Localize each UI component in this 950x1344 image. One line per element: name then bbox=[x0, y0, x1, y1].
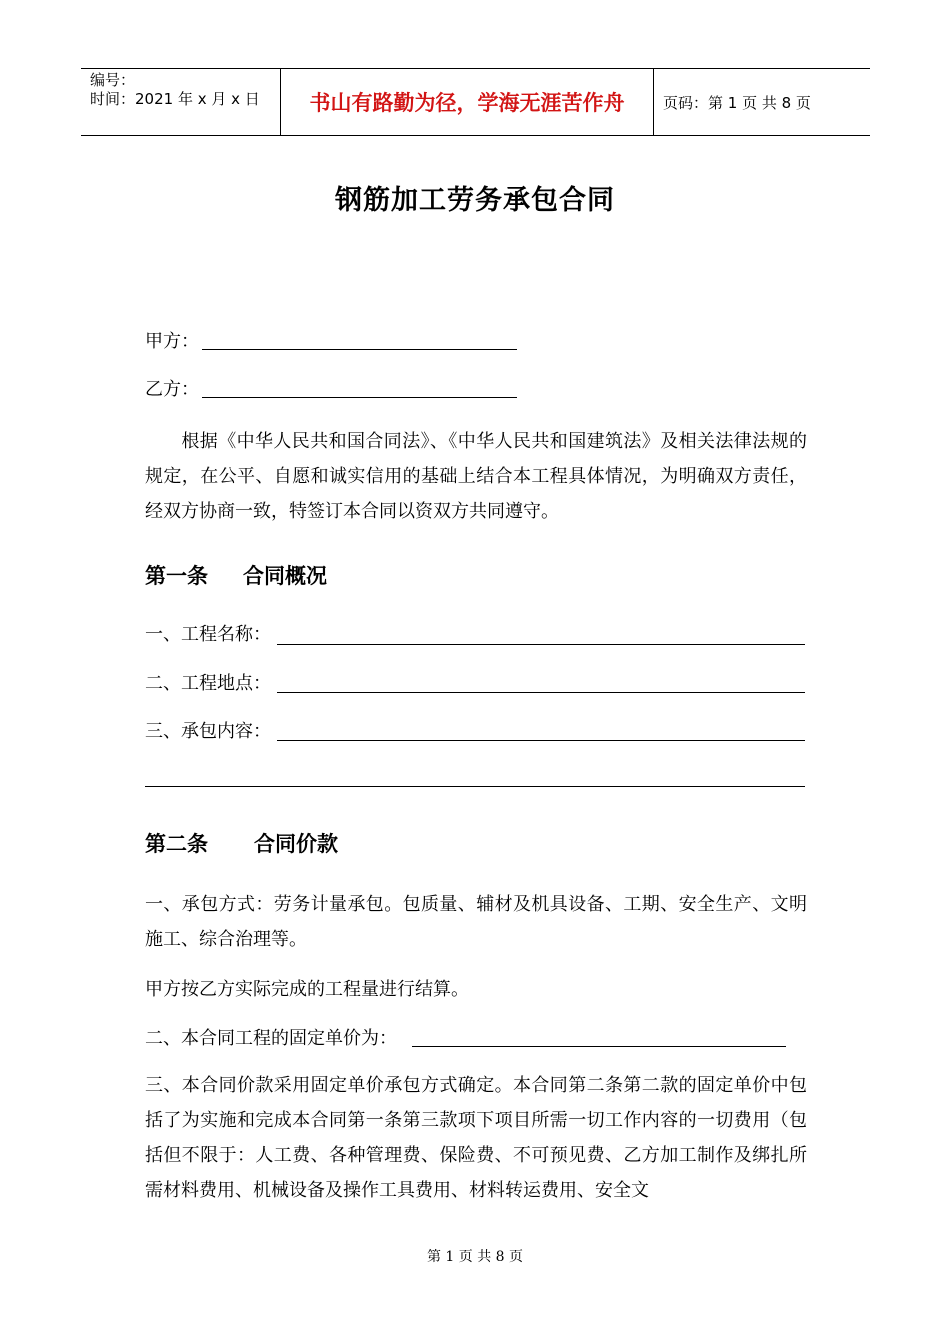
preamble-paragraph bbox=[145, 424, 807, 529]
article-2-heading bbox=[145, 828, 338, 858]
project-name-blank bbox=[277, 644, 805, 645]
article-2-number: 第二条 bbox=[145, 832, 208, 856]
contract-scope-blank-2 bbox=[145, 786, 805, 787]
article-1-number: 第一条 bbox=[145, 564, 208, 588]
document-title: 钢筋加工劳务承包合同 bbox=[335, 185, 615, 216]
page-footer: 第 1 页 共 8 页 bbox=[426, 1249, 524, 1265]
header-meta bbox=[81, 69, 281, 135]
fixed-unit-price-label: 二、本合同工程的固定单价为： bbox=[145, 1028, 397, 1049]
article-1-heading bbox=[145, 560, 327, 590]
contract-scope-label: 三、承包内容： bbox=[145, 721, 271, 742]
party-b-blank bbox=[202, 397, 517, 398]
article-2-item-1-note: 甲方按乙方实际完成的工程量进行结算。 bbox=[145, 979, 469, 1000]
header-table bbox=[81, 68, 870, 136]
article-2-item-3: 三、本合同价款采用固定单价承包方式确定。本合同第二条第二款的固定单价中包括了为实施和完成本合同第一条第三款项下项目所需一切工作内容的一切费用（包括但不限于：人工费、各种管理费、保险费、不可预见费、乙方加工制作及绑扎所需材料费用、机械设备及操作工具费用、材料转运费用、安全文 bbox=[145, 1075, 807, 1201]
party-a-label: 甲方： bbox=[145, 331, 199, 352]
contract-scope-blank bbox=[277, 740, 805, 741]
project-site-blank bbox=[277, 692, 805, 693]
project-name-label: 一、工程名称： bbox=[145, 624, 271, 645]
date-label: 时间：2021 年 x 月 x 日 bbox=[90, 90, 260, 108]
fixed-unit-price-blank bbox=[412, 1046, 786, 1047]
serial-number-label: 编号： bbox=[90, 71, 136, 89]
party-a-blank bbox=[202, 349, 517, 350]
preamble-text: 根据《中华人民共和国合同法》、《中华人民共和国建筑法》及相关法律法规的规定，在公平、自愿和诚实信用的基础上结合本工程具体情况，为明确双方责任，经双方协商一致，特签订本合同以资双方共同遵守。 bbox=[145, 431, 807, 522]
article-2-item-1: 一、承包方式：劳务计量承包。包质量、辅材及机具设备、工期、安全生产、文明施工、综合治理等。 bbox=[145, 894, 807, 950]
header-page-info: 页码：第 1 页 共 8 页 bbox=[663, 93, 811, 112]
article-2-title: 合同价款 bbox=[254, 832, 338, 856]
article-1-title: 合同概况 bbox=[243, 564, 327, 588]
project-site-label: 二、工程地点： bbox=[145, 673, 271, 694]
header-motto: 书山有路勤为径，学海无涯苦作舟 bbox=[281, 69, 654, 135]
party-b-label: 乙方： bbox=[145, 379, 199, 400]
